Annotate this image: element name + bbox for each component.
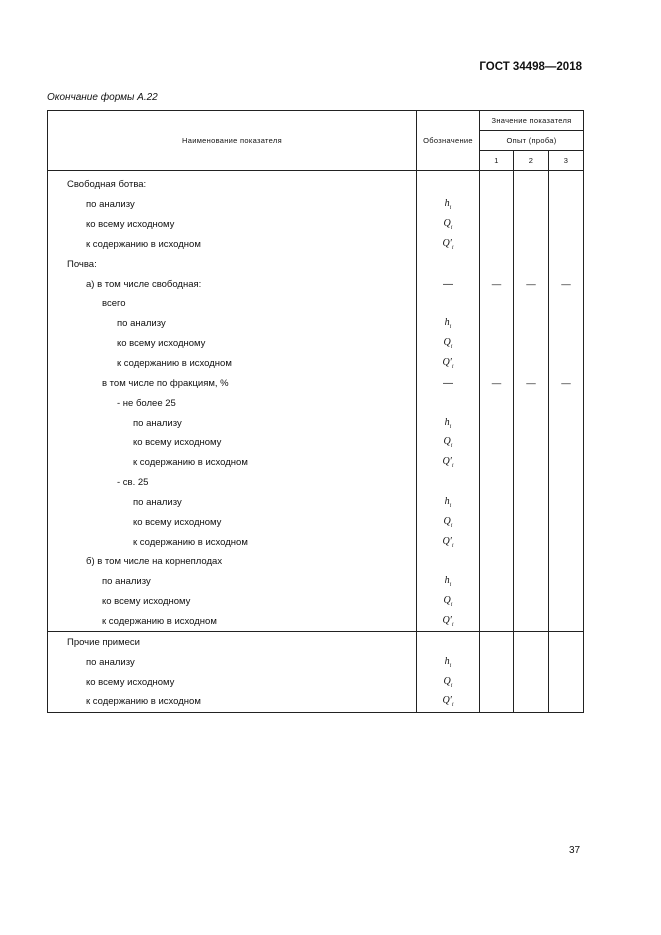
trial-value-3 [549, 592, 584, 612]
row-label: по анализу [48, 652, 417, 672]
symbol-letter: Q [443, 218, 451, 230]
row-symbol [417, 493, 480, 513]
trial-value-2 [514, 453, 549, 473]
header-trial-2: 2 [514, 151, 549, 171]
row-symbol [417, 254, 480, 274]
symbol-letter: Q [443, 515, 451, 527]
trial-value-2 [514, 552, 549, 572]
trial-value-3: — [549, 373, 584, 393]
table-row [48, 453, 584, 473]
symbol-subscript: i [451, 542, 454, 549]
table-row [48, 413, 584, 433]
symbol-letter: h [444, 655, 450, 667]
row-symbol [417, 433, 480, 453]
table-row [48, 572, 584, 592]
symbol-letter: — [443, 278, 453, 290]
table-row [48, 235, 584, 255]
table-row [48, 373, 584, 393]
symbol-subscript: i [451, 244, 454, 251]
symbol-subscript: i [451, 702, 454, 709]
row-label: по анализу [48, 195, 417, 215]
symbol-letter: Q [443, 337, 451, 349]
row-label: Прочие примеси [48, 632, 417, 652]
trial-value-2: — [514, 274, 549, 294]
symbol-letter: h [444, 416, 450, 428]
trial-value-3 [549, 393, 584, 413]
symbol-letter: Q′ [442, 614, 452, 626]
trial-value-1 [480, 334, 514, 354]
row-symbol [417, 652, 480, 672]
table-row [48, 493, 584, 513]
row-label: всего [48, 294, 417, 314]
trial-value-1 [480, 314, 514, 334]
row-symbol [417, 334, 480, 354]
symbol-subscript: i [449, 423, 452, 430]
symbol-letter: Q′ [442, 695, 452, 707]
row-symbol [417, 235, 480, 255]
row-symbol [417, 171, 480, 195]
row-label: по анализу [48, 572, 417, 592]
trial-value-2 [514, 354, 549, 374]
symbol-letter: — [443, 377, 453, 389]
symbol-letter: Q′ [442, 237, 452, 249]
row-symbol [417, 552, 480, 572]
trial-value-3 [549, 632, 584, 652]
symbol-letter: h [444, 495, 450, 507]
trial-value-1 [480, 453, 514, 473]
table-row [48, 473, 584, 493]
trial-value-3 [549, 171, 584, 195]
trial-value-2 [514, 314, 549, 334]
trial-value-3 [549, 294, 584, 314]
row-symbol [417, 692, 480, 712]
trial-value-1 [480, 552, 514, 572]
symbol-subscript: i [450, 522, 453, 529]
trial-value-2 [514, 393, 549, 413]
trial-value-2 [514, 512, 549, 532]
table-row [48, 274, 584, 294]
row-label: - св. 25 [48, 473, 417, 493]
header-trial-3: 3 [549, 151, 584, 171]
table-row [48, 552, 584, 572]
trial-value-2 [514, 672, 549, 692]
trial-value-3 [549, 552, 584, 572]
row-symbol [417, 373, 480, 393]
trial-value-1 [480, 433, 514, 453]
trial-value-1 [480, 612, 514, 632]
page-number: 37 [569, 845, 581, 856]
trial-value-2 [514, 235, 549, 255]
trial-value-1 [480, 532, 514, 552]
symbol-subscript: i [450, 682, 453, 689]
trial-value-2 [514, 692, 549, 712]
trial-value-3 [549, 413, 584, 433]
row-label: по анализу [48, 493, 417, 513]
trial-value-2 [514, 612, 549, 632]
table-row [48, 512, 584, 532]
table-row [48, 254, 584, 274]
trial-value-2 [514, 632, 549, 652]
table-row [48, 393, 584, 413]
row-symbol [417, 274, 480, 294]
symbol-subscript: i [449, 205, 452, 212]
symbol-subscript: i [450, 225, 453, 232]
trial-value-2 [514, 294, 549, 314]
row-label: - не более 25 [48, 393, 417, 413]
table-row [48, 195, 584, 215]
trial-value-2 [514, 572, 549, 592]
table-row [48, 672, 584, 692]
trial-value-3 [549, 612, 584, 632]
row-label: ко всему исходному [48, 592, 417, 612]
symbol-subscript: i [451, 364, 454, 371]
trial-value-1: — [480, 373, 514, 393]
trial-value-1 [480, 692, 514, 712]
symbol-subscript: i [450, 344, 453, 351]
trial-value-1 [480, 512, 514, 532]
form-table [47, 110, 584, 713]
trial-value-3 [549, 572, 584, 592]
trial-value-3 [549, 195, 584, 215]
symbol-subscript: i [451, 463, 454, 470]
trial-value-1 [480, 632, 514, 652]
row-label: а) в том числе свободная: [48, 274, 417, 294]
row-label: к содержанию в исходном [48, 235, 417, 255]
row-label: к содержанию в исходном [48, 532, 417, 552]
header-symbol: Обозначение [417, 111, 480, 171]
trial-value-2 [514, 532, 549, 552]
row-symbol [417, 294, 480, 314]
row-symbol [417, 473, 480, 493]
symbol-subscript: i [449, 502, 452, 509]
row-label: Свободная ботва: [48, 171, 417, 195]
trial-value-1 [480, 393, 514, 413]
trial-value-3 [549, 334, 584, 354]
symbol-subscript: i [449, 582, 452, 589]
symbol-letter: h [444, 317, 450, 329]
trial-value-3 [549, 512, 584, 532]
row-symbol [417, 512, 480, 532]
trial-value-2 [514, 433, 549, 453]
header-trial-group: Опыт (проба) [480, 131, 584, 151]
trial-value-2 [514, 473, 549, 493]
row-symbol [417, 413, 480, 433]
symbol-letter: h [444, 198, 450, 210]
header-name: Наименование показателя [48, 111, 417, 171]
trial-value-2 [514, 493, 549, 513]
trial-value-1 [480, 672, 514, 692]
row-label: б) в том числе на корнеплодах [48, 552, 417, 572]
table-row [48, 334, 584, 354]
row-label: к содержанию в исходном [48, 612, 417, 632]
trial-value-2 [514, 171, 549, 195]
table-row [48, 314, 584, 334]
table-row [48, 171, 584, 195]
trial-value-3 [549, 354, 584, 374]
table-row [48, 354, 584, 374]
symbol-subscript: i [449, 324, 452, 331]
trial-value-3 [549, 433, 584, 453]
symbol-subscript: i [449, 662, 452, 669]
symbol-subscript: i [451, 621, 454, 628]
trial-value-1 [480, 493, 514, 513]
row-symbol [417, 354, 480, 374]
table-body [48, 171, 584, 713]
trial-value-1 [480, 572, 514, 592]
trial-value-3 [549, 652, 584, 672]
row-label: к содержанию в исходном [48, 354, 417, 374]
table-row [48, 612, 584, 632]
header-value-group: Значение показателя [480, 111, 584, 131]
table-row [48, 433, 584, 453]
standard-code: ГОСТ 34498—2018 [479, 61, 582, 73]
symbol-letter: Q′ [442, 357, 452, 369]
table-row [48, 692, 584, 712]
trial-value-1 [480, 195, 514, 215]
symbol-letter: Q [443, 436, 451, 448]
row-symbol [417, 314, 480, 334]
row-symbol [417, 393, 480, 413]
row-symbol [417, 672, 480, 692]
trial-value-1 [480, 652, 514, 672]
row-label: ко всему исходному [48, 512, 417, 532]
symbol-letter: Q [443, 675, 451, 687]
trial-value-3 [549, 453, 584, 473]
symbol-letter: h [444, 575, 450, 587]
table-row [48, 632, 584, 652]
trial-value-1 [480, 413, 514, 433]
trial-value-3: — [549, 274, 584, 294]
trial-value-1 [480, 254, 514, 274]
table-row [48, 294, 584, 314]
table-row [48, 592, 584, 612]
symbol-letter: Q′ [442, 456, 452, 468]
header-trial-1: 1 [480, 151, 514, 171]
row-symbol [417, 215, 480, 235]
trial-value-3 [549, 473, 584, 493]
trial-value-2 [514, 195, 549, 215]
row-symbol [417, 612, 480, 632]
trial-value-3 [549, 314, 584, 334]
trial-value-3 [549, 493, 584, 513]
trial-value-3 [549, 254, 584, 274]
row-label: Почва: [48, 254, 417, 274]
trial-value-1 [480, 171, 514, 195]
form-caption: Окончание формы А.22 [47, 92, 158, 103]
row-label: ко всему исходному [48, 672, 417, 692]
trial-value-3 [549, 215, 584, 235]
trial-value-2: — [514, 373, 549, 393]
symbol-subscript: i [450, 602, 453, 609]
trial-value-2 [514, 215, 549, 235]
trial-value-2 [514, 334, 549, 354]
trial-value-1 [480, 294, 514, 314]
trial-value-3 [549, 672, 584, 692]
row-symbol [417, 195, 480, 215]
trial-value-1 [480, 235, 514, 255]
row-label: к содержанию в исходном [48, 692, 417, 712]
row-symbol [417, 632, 480, 652]
row-label: ко всему исходному [48, 334, 417, 354]
trial-value-2 [514, 652, 549, 672]
trial-value-1 [480, 354, 514, 374]
row-symbol [417, 572, 480, 592]
symbol-letter: Q [443, 595, 451, 607]
row-label: к содержанию в исходном [48, 453, 417, 473]
table-row [48, 532, 584, 552]
trial-value-2 [514, 254, 549, 274]
symbol-subscript: i [450, 443, 453, 450]
trial-value-1 [480, 215, 514, 235]
symbol-letter: Q′ [442, 535, 452, 547]
table-row [48, 215, 584, 235]
trial-value-1: — [480, 274, 514, 294]
trial-value-3 [549, 692, 584, 712]
row-label: ко всему исходному [48, 215, 417, 235]
trial-value-3 [549, 235, 584, 255]
row-label: по анализу [48, 314, 417, 334]
row-label: ко всему исходному [48, 433, 417, 453]
trial-value-1 [480, 473, 514, 493]
row-symbol [417, 592, 480, 612]
trial-value-2 [514, 592, 549, 612]
table-row [48, 652, 584, 672]
row-label: в том числе по фракциям, % [48, 373, 417, 393]
row-label: по анализу [48, 413, 417, 433]
trial-value-1 [480, 592, 514, 612]
trial-value-2 [514, 413, 549, 433]
row-symbol [417, 453, 480, 473]
trial-value-3 [549, 532, 584, 552]
row-symbol [417, 532, 480, 552]
